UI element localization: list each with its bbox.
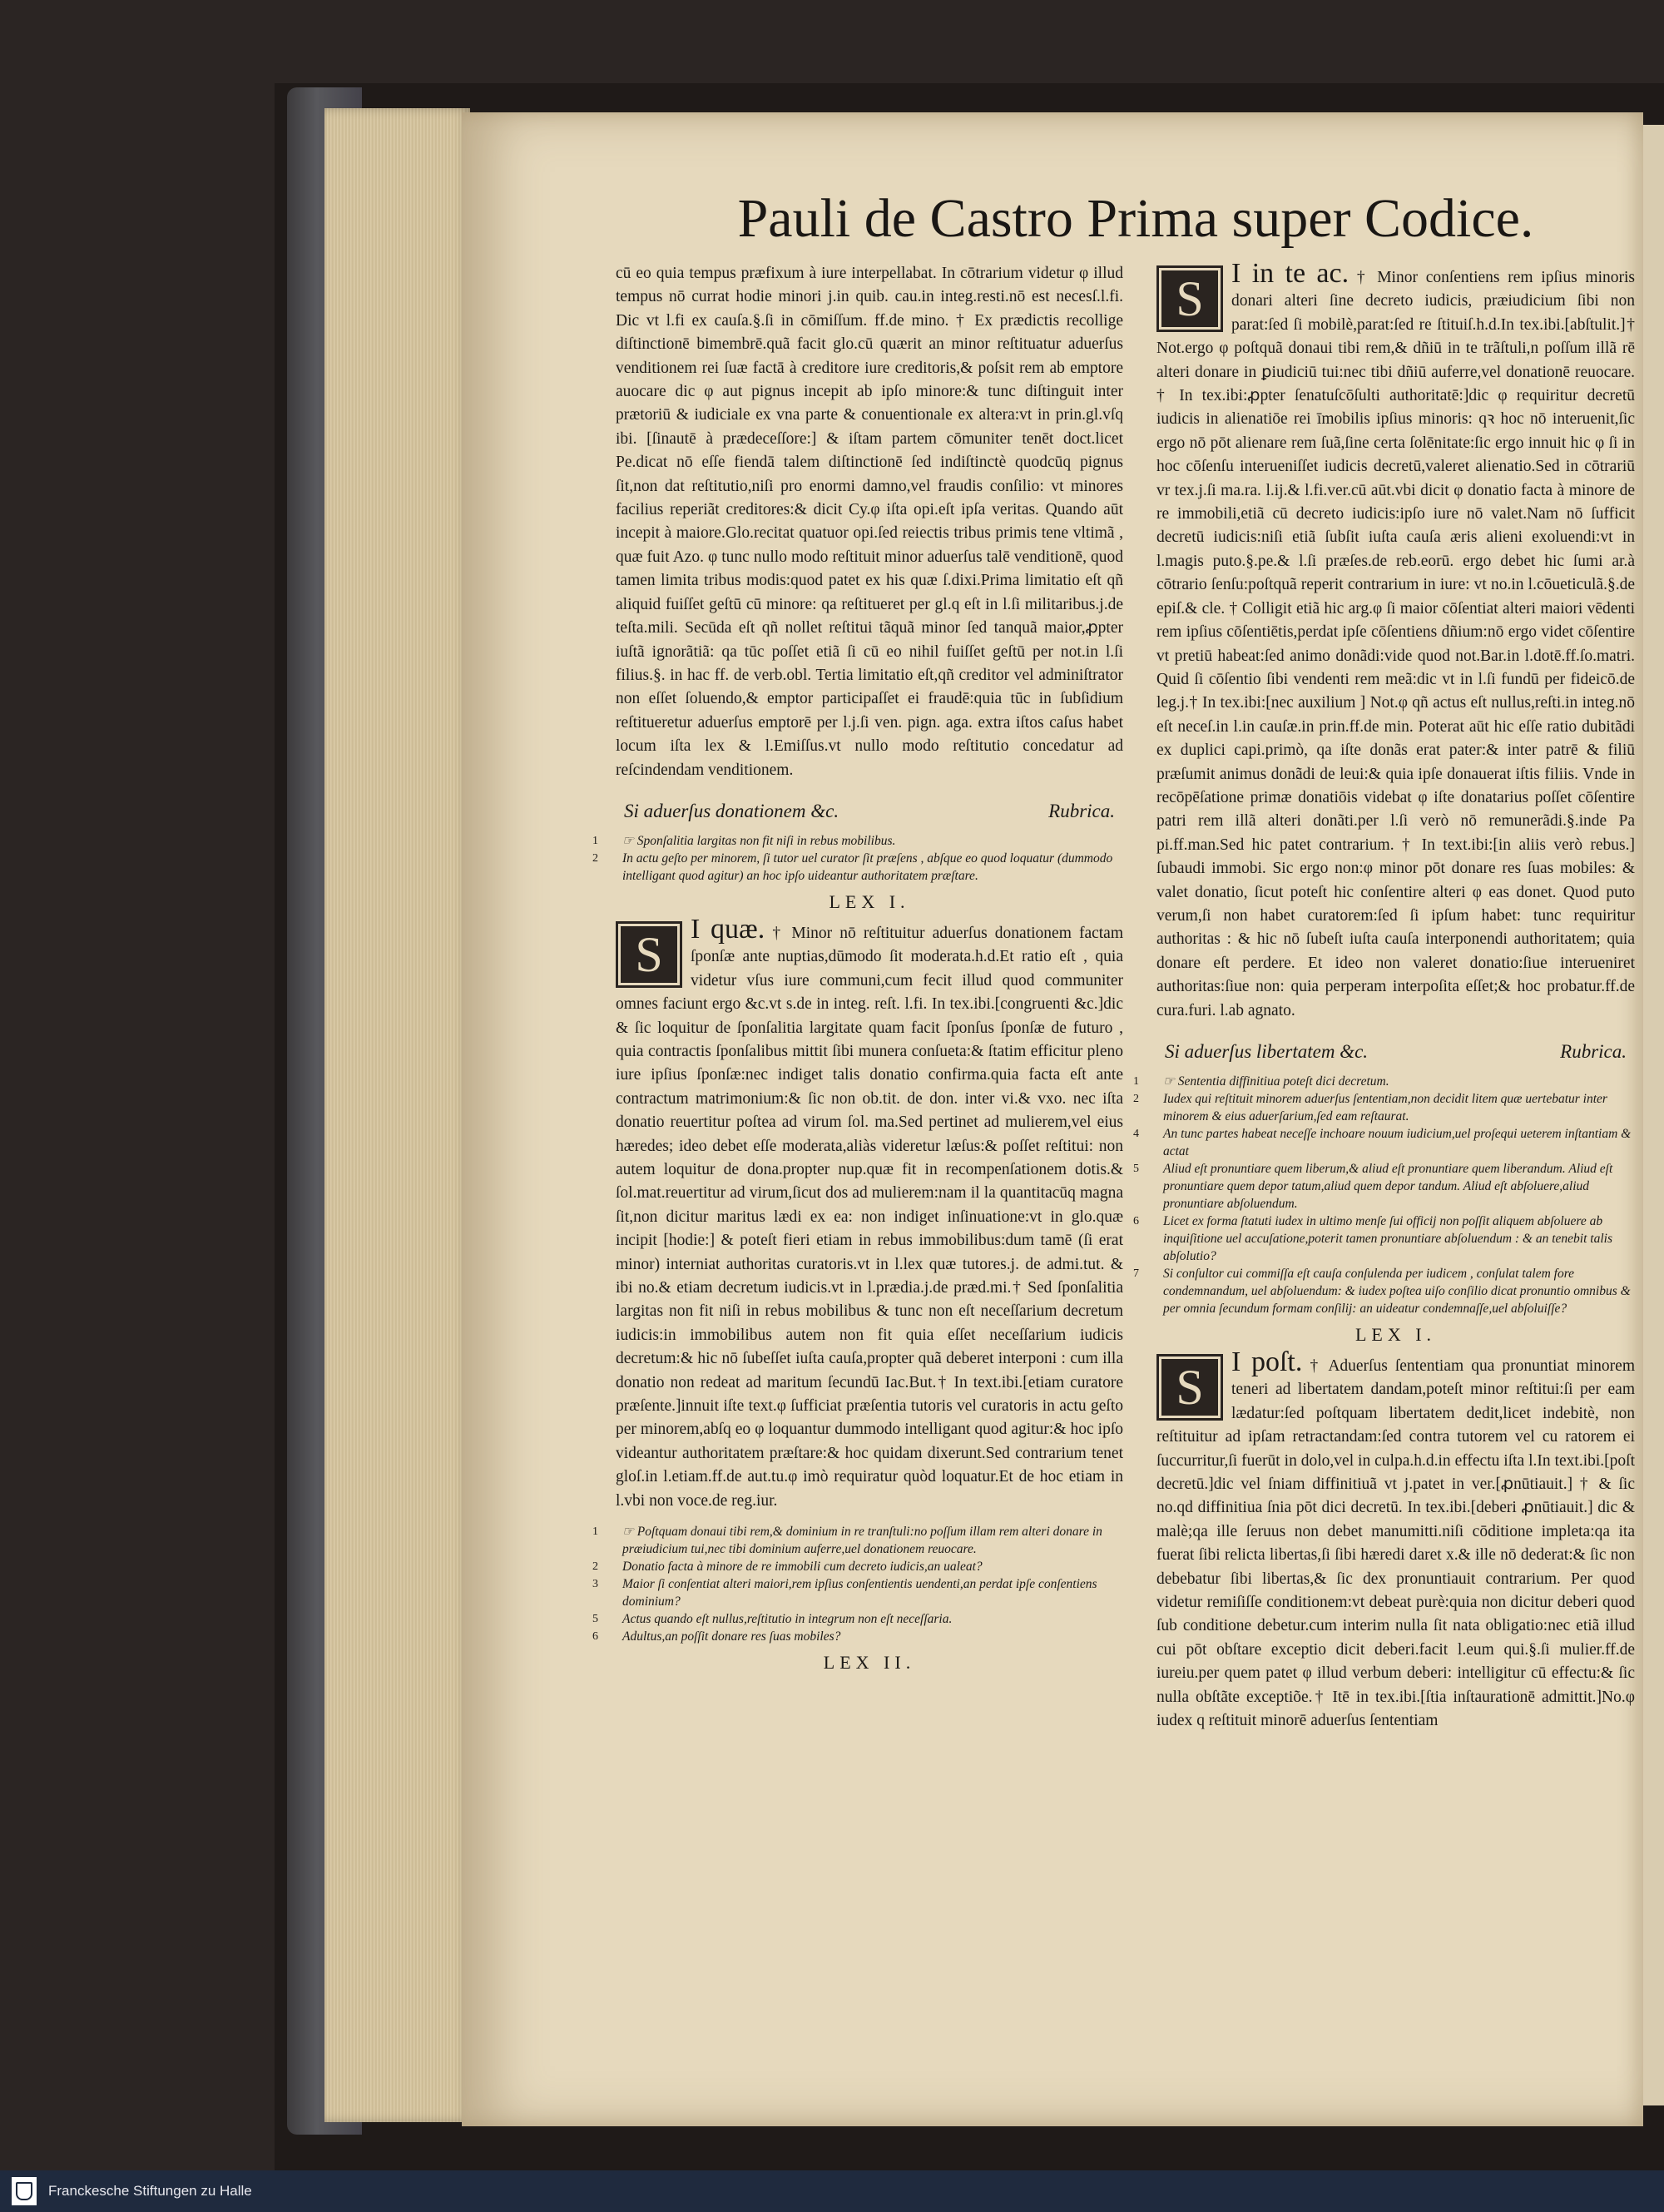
summary-number: 6 xyxy=(1133,1215,1139,1228)
lex-lead: I poſt. xyxy=(1231,1347,1303,1377)
summary-number: 6 xyxy=(592,1630,598,1644)
summary-item xyxy=(592,850,1123,885)
summary-item xyxy=(1133,1160,1635,1213)
rubric-title: Si aduerſus donationem &c. xyxy=(624,800,839,821)
lex-body-text: † Minor nō reſtituitur aduerſus donationem factam ſponſæ ante nuptias,dūmodo ſit moderata.h.d.Et ratio eſt , quia videtur vſus iure communi,cum fecit illud quod communiter omnes faciunt ergo &c.vt s.de in integ. reſt. l.fi. In tex.ibi.[congruenti &c.]dic & ſic loquitur de ſponſalitia largitate quam facit ſponſus ſponſæ de futuro , quia contractis ſponſalibus mittit ſibi munera conſueta:& ſtatim efficitur pleno iure ipſius ſponſæ:nec indiget talis donatio confirma.quia facta eſt ante contractum matrimonium:& ſic non ob.tit. de don. inter vi.& vxo. nec iſta donatio reuertitur poſtea ad virum ſol. ma.Sed pertinet ad mulierem,vel eius hæredes; ideo debet eſſe moderata,aliàs videretur læſus:& poſſet reſtitui: non autem loquitur de dona.propter nup.quæ fit in recompenſationem dotis.& ſol.mat.reuertitur ad virum,ſicut dos ad mulierem:nam il la quantitacūq magna ſit,non dicitur maritus lædi ex ea: non indiget inſinuatione:vt in glo.quæ incipit [hodie:] & poteſt fieri etiam in rebus immobilibus:dum tamē (ſi erat minor) interniat authoritas curatoris.vt in l.lex quæ tutores.j. de admi.tut. & ibi no.& etiam decretum iudicis.vt in l.prædia.j.de præd.mi.† Sed ſponſalitia largitas non fit niſi in rebus mobilibus & tunc non eſt neceſſarium decretum iudicis:in immobilibus autem non fit quia eſſet neceſſarium iudicis decretum:& hic nō ſubeſſet iuſta cauſa,propter quã deberet interponi : cum illa donatio non redeat ad maritum ſecundū Iac.But.† In text.ibi.[etiam curatore præſente.]innuit iſte text.φ ſufficiat præſentia tutoris vel curatoris in actu geſto per minorem,abſq eo φ loquantur dummodo intelligant quod agitur:& hoc ipſo videantur authoritatem præſtare:& hoc quidam dixerunt.Sed contrarium tenet gloſ.in l.etiam.ff.de aut.tu.φ imò requiratur quòd loquatur.Et de hoc etiam in l.vbi non voce.de reg.iur. xyxy=(616,924,1124,1510)
summary-item xyxy=(592,1610,1123,1628)
left-summary-list xyxy=(592,832,1123,885)
right-summary-list xyxy=(1133,1073,1635,1317)
summary-number: 3 xyxy=(592,1578,598,1591)
summary-item xyxy=(1133,1090,1635,1125)
decorated-initial: S xyxy=(616,921,682,988)
summary-number: 1 xyxy=(1133,1075,1139,1088)
summary-item xyxy=(1133,1265,1635,1317)
rubric-title: Si aduerſus libertatem &c. xyxy=(1165,1041,1369,1062)
right-rubric xyxy=(1165,1041,1627,1063)
summary-text: Iudex qui reſtituit minorem aduerſus ſententiam,non decidit litem quæ uertebatur inter minorem & eius aduerſarium,ſed eam reſtaurat. xyxy=(1163,1092,1607,1123)
right-lex-body xyxy=(1156,1347,1635,1733)
page-edges xyxy=(324,108,470,2122)
decorated-initial: S xyxy=(1156,1354,1223,1421)
summary-text: ☞ Poſtquam donaui tibi rem,& dominium in re tranſtuli:no poſſum illam rem alteri donare in præiudicium tui,nec tibi dominium auferre,uel donationem reuocare. xyxy=(622,1525,1102,1557)
rubric-label: Rubrica. xyxy=(1560,1041,1627,1062)
summary-number: 5 xyxy=(1133,1163,1139,1175)
summary-text: Actus quando eſt nullus,reſtitutio in integrum non eſt neceſſaria. xyxy=(622,1612,953,1627)
summary-text: Adultus,an poſſit donare res ſuas mobiles? xyxy=(622,1629,841,1644)
rubric-label: Rubrica. xyxy=(1048,800,1115,821)
summary-text: Donatio facta à minore de re immobili cum decreto iudicis,an ualeat? xyxy=(622,1560,983,1575)
summary-number: 2 xyxy=(592,1560,598,1574)
left-column xyxy=(592,262,1124,1679)
lex-body-text: † Aduerſus ſententiam qua pronuntiat minorem teneri ad libertatem dandam,poteſt minor reſtitui:ſi per eam lædatur:ſed poſtquam libertatem dedit,licet indebitè, non reſtituitur ad ipſam retractandam:ſed contra tutorem vel cu ratorem ei ſuccurritur,ſi fuerūt in dolo,vel in culpa.h.d.in effectu iſta l.In text.ibi.[poſt decretū.]dic vel ſniam diffinitiuã vt j.patet in ver.[ꝓnūtiauit.] † & ſic no.qd diffinitiua ſnia pōt dici decretū. In tex.ibi.[deberi ꝓnūtiauit.] dic & malè;qa ille ſeruus non debet manumitti.niſi cōditione impleta:qa ita fuerat ſibi relicta libertas,ſi ſibi hæredi daret x.& ille nō dederat:& ſic non debebatur ſibi libertas,& ſic dex pronuntiauit contrarium. Per quod videtur remiſiſſe conditionem:vt debeat purè:quia non dicitur deberi quod ſub conditione debetur.cum interim nulla ſit nata obligatio:nec etiã illud cui pōt obſtare exceptio dicit deberi.facit l.eum qui.§.ſi mulier.ff.de iureiu.per quem patet φ illud verbum deberi: intelligitur cū effectu:& ſic nulla obſtãte exceptiõe.† Itē in tex.ibi.[ſtia inſtaurationē admittit.]No.φ iudex q reſtituit minorē aduerſus ſententiam xyxy=(1156,1357,1635,1730)
left-continuation-text: cū eo quia tempus præfixum à iure interpellabat. In cōtrarium videtur φ illud tempus nō currat hodie minori j.in quib. cau.in integ.resti.nō est necesſ.l.fi. Dic vt l.fi ex cauſa.§.ſi in cōmiſſum. ff.de mino. † Ex prædictis recollige diſtinctionē bimembrē.quã facit glo.cū quærit an minor reſtituatur aduerſus venditionem rei ſuæ factā à creditore iure creditoris,& poſsit rem ab emptore auocare dic φ aut pignus incepit ab ipſo minore:& tunc diſtinguit inter prætoriū & iudiciale ex vna parte & conuentionale ex altera:vt in prin.gl.vſq ibi. [ſinautē à prædeceſſore:] & iſtam partem cōmuniter tenēt doct.licet Pe.dicat nō eſſe fiendā talem diſtinctionē ſed indiſtinctè quodcūq pignus ſit,non dat reſtitutio,niſi pro enormi damno,vel fraudis conſilio: vt minores facilius reperiãt creditores:& dicit Cy.φ iſta opi.eſt ipſa veritas. Quando aūt incepit à maiore.Glo.recitat quatuor opi.ſed reiectis tribus primis tene vltimã , quæ fuit Azo. φ tunc nullo modo reſtituit minor aduerſus talē venditionē, quod tamen limita tribus modis:quod patet ex his quæ ſ.dixi.Prima limitatio eſt qñ aliquid fuiſſet geſtū cū minore: qa reſtitueret per gl.q eſt in l.ſi militaribus.j.de teſta.mili. Secūda eſt qñ nollet reſtitui tãquã minor ſed tanquã maior,ꝓpter iuſtã ignorãtiã: qa tūc poſſet etiã ſi cū eo nihil fuiſſet geſtū per not.in l.ſi filius.§. in hac ff. de verb.obl. Tertia limitatio eſt,qñ creditor vel adminiſtrator non eſſet ſoluendo,& emptor participaſſet ei fraudē:quia tūc in ſubſidium reſtitueretur aduerſus emptorē per l.j.ſi ven. pign. aga. extra iſtos caſus habet locum iſta lex & l.Emiſſus.vt nullo modo reſtitutio concedatur ad reſcindendam venditionem. xyxy=(616,265,1123,779)
lex-body xyxy=(616,913,1124,1513)
summary-text: Aliud eſt pronuntiare quem liberum,& aliud eſt pronuntiare quem liberandum. Aliud eſt pronuntiare quem depor tatum,aliud quem depor tandum. Aliud eſt abſoluere,aliud pronuntiare abſoluendum. xyxy=(1163,1162,1613,1211)
summary-text: Si conſultor cui commiſſa eſt cauſa conſulenda per iudicem , conſulat talem fore condemnandum, uel abſoluendum: & iudex poſtea uiſo conſilio dicat pronuntio omnibus & per omnia ſecundum formam conſilij: an uideatur condemnaſſe,uel abſoluiſſe? xyxy=(1163,1267,1631,1316)
summary-item xyxy=(592,1523,1123,1558)
left-rubric xyxy=(624,801,1115,822)
summary-number: 7 xyxy=(1133,1267,1139,1280)
running-head: Pauli de Castro Prima super Codice. xyxy=(737,188,1534,249)
right-lead: I in te ac. xyxy=(1231,258,1350,289)
summary-item xyxy=(1133,1073,1635,1090)
summary-number: 4 xyxy=(1133,1128,1139,1140)
right-body-text: † Minor conſentiens rem ipſius minoris donari alteri ſine decreto iudicis, præiudicium ſibi non parat:ſed ſi mobilè,parat:ſed re ſtituiſ.h.d.In tex.ibi.[abſtulit.]† Not.ergo φ poſtquã donaui tibi rem,& dñiū in te trãſtuli,n poſſum illã rē alteri donare in ꝑiudiciū tui:nec tibi dñiū auferre,vel donationē reuocare. † In tex.ibi:ꝓpter ſenatuſcōſulti authoritatē:]dic φ requiritur decretū iudicis in alienatiōe rei īmobilis ipſius minoris: qꝛ hoc nō interuenit,ſic ergo nō pōt alienare rem ſuã,ſine certa ſolēnitate:ſic ergo innuit hic φ ſi in hoc cōſenſu interueniſſet iudicis decretū,valeret alienatio.Sed in cōtrariū vr tex.j.ſi ma.ra. l.ij.& l.fi.ver.cū aūt.vbi dicit φ donatio facta à minore de re immobili,etiã cū decreto iudicis:ipſo iure nō valet.Nam nō ſufficit decretū iudicis:niſi etiã ſubſit iuſta cauſa æris alieni exoluendi:vt in l.magis puto.§.pe.& l.ſi præſes.de reb.eorū. ergo debet hic ſumi ar.à cōtrario ſenſu:poſtquã reperit contrarium in iure: vt no.in l.cōueticulã.§.de epiſ.& cle. † Colligit etiã hic arg.φ ſi maior cōſentiat alteri maiori vēdenti rem ipſius cōſentiētis,perdat ipſe cōſentiens dñium:nō ergo videt cōſentire vt pretiū habeat:ſed animo donãdi:vide quod not.Bar.in l.dotē.ff.ſo.matri. Quid ſi cōſentio ſibi vendenti rem meã:dic vt in l.ſi fundū per fideicō.de leg.j.† In tex.ibi:[nec auxilium ] Not.φ qñ actus eſt nullus,reſti.in integ.nō eſt neceſ.in l.in cauſæ.in prin.ff.de min. Poterat aūt hic eſſe ratio dubitãdi ex duplici capi.primò, qa iſte donãs erat pater:& inter patrē & filiū præſumit animus donãdi de leui:& quia ipſe donauerat iſtis filiis. Vnde in recōpēſatione primæ donatiōis videbat φ iſte donatarius poſſet cōſentire patri rem illã alteri donãti.per l.ſi verò nō remunerãdi.§.inde Pa pi.ff.man.Sed hic patet contrarium. † In text.ibi:[in aliis verò rebus.] ſubaudi immobi. Sic ergo non:φ minor pōt donare res ſuas mobiles: & valet donatio, ſicut poteſt hic conſentire alteri φ eas donet. Quod puto verum,ſi non habet curatorem:ſed ſi ipſum habet: tunc requiritur authoritas : & hic nō ſubeſt iuſta cauſa interponendi authoritatem; quia donare eſt perdere. Et ideo non valeret donatio:ſiue interueniret authoritas:ſiue non: quia perperam interpoſita eſſet;& hoc probatur.ff.de cura.furi. l.ab agnato. xyxy=(1156,269,1635,1019)
footer-bar xyxy=(0,2170,1664,2212)
summary-number: 1 xyxy=(592,1525,598,1539)
summary-text: ☞ Sponſalitia largitas non fit niſi in rebus mobilibus. xyxy=(622,833,896,848)
summary-text: Maior ſi conſentiat alteri maiori,rem ipſius conſentientis uendenti,an perdat ipſe conſentiens dominium? xyxy=(622,1577,1097,1609)
next-page-edge xyxy=(1643,125,1664,2105)
summary-item xyxy=(1133,1125,1635,1160)
summary-text: In actu geſto per minorem, ſi tutor uel curator ſit præſens , abſque eo quod loquatur (dummodo intelligant quod agitur) an hoc ipſo uideantur authoritatem præſtare. xyxy=(622,851,1113,883)
summary-number: 5 xyxy=(592,1613,598,1626)
summary-item xyxy=(592,832,1123,850)
institution-logo-icon[interactable] xyxy=(12,2177,37,2205)
left-summary-list-2 xyxy=(592,1523,1123,1645)
lex-lead: I quæ. xyxy=(691,913,765,945)
summary-item xyxy=(1133,1213,1635,1265)
summary-text: An tunc partes habeat neceſſe inchoare nouum iudicium,uel proſequi ueterem inſtantiam & actat xyxy=(1163,1127,1632,1158)
book-page xyxy=(462,112,1643,2126)
summary-number: 2 xyxy=(592,851,598,865)
summary-text: Licet ex forma ſtatuti iudex in ultimo menſe ſui officij non poſſit aliquem abſoluere ab inquiſitione uel accuſatione,poterit tamen pronuntiare abſoluendum : & an tenebit talis abſolutio? xyxy=(1163,1214,1612,1263)
summary-item xyxy=(592,1558,1123,1575)
summary-number: 2 xyxy=(1133,1093,1139,1105)
summary-text: ☞ Sententia diffinitiua poteſt dici decretum. xyxy=(1163,1074,1389,1089)
lex-heading-2: LEX II. xyxy=(823,1652,916,1674)
summary-number: 1 xyxy=(592,834,598,847)
decorated-initial: S xyxy=(1156,265,1223,332)
right-column xyxy=(1133,258,1635,1733)
institution-name[interactable]: Franckesche Stiftungen zu Halle xyxy=(48,2183,252,2199)
lex-heading: LEX I. xyxy=(1354,1324,1437,1345)
right-body xyxy=(1156,258,1635,1023)
summary-item xyxy=(592,1628,1123,1645)
lex-heading: LEX I. xyxy=(829,890,910,912)
summary-item xyxy=(592,1575,1123,1610)
